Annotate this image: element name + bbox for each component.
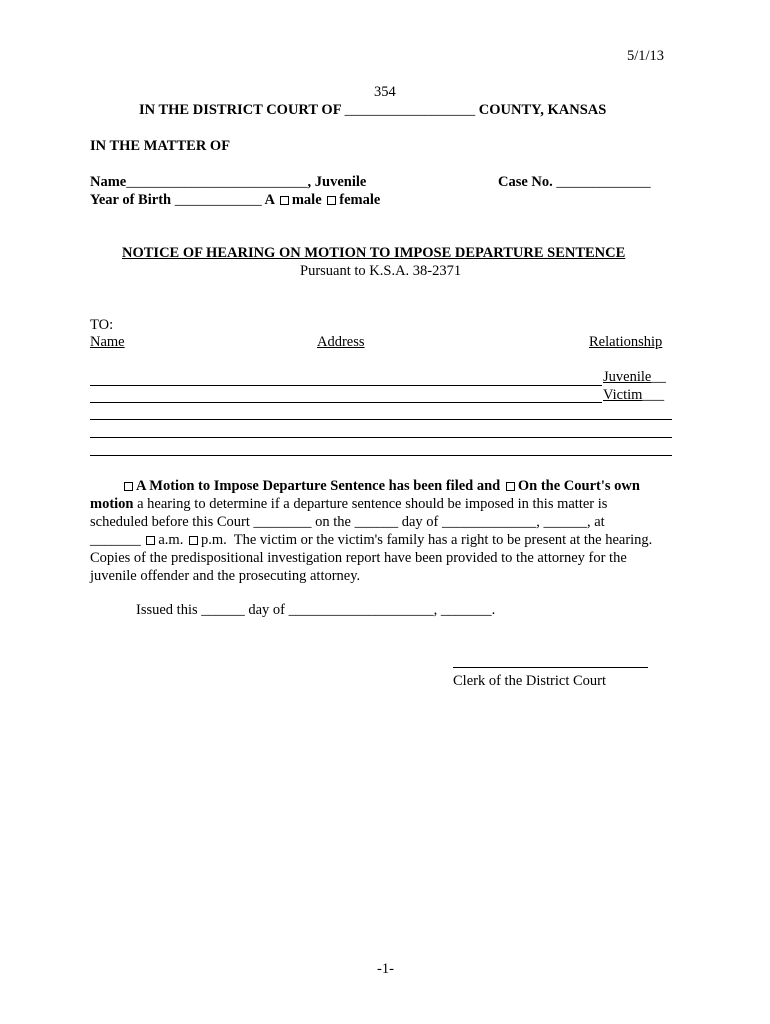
court-heading <box>139 102 606 119</box>
notice-title: NOTICE OF HEARING ON MOTION TO IMPOSE DEPARTURE SENTENCE <box>122 245 626 261</box>
recipient-line-1[interactable] <box>90 385 602 386</box>
body-line-5: Copies of the predispositional investigation report have been provided to the attorney for the <box>90 550 627 566</box>
case-number-line <box>498 174 651 191</box>
recipient-relationship-victim: Victim___ <box>603 387 665 403</box>
court-prefix: IN THE DISTRICT COURT OF <box>139 102 342 118</box>
form-date: 5/1/13 <box>627 48 665 64</box>
body-line-4: _______ a.m. p.m. The victim or the victim's family has a right to be present at the hearing. <box>90 532 653 548</box>
birth-sex-line <box>90 192 380 209</box>
county-blank[interactable]: __________________ <box>344 102 476 118</box>
juvenile-name-line <box>90 174 366 191</box>
name-label: Name <box>90 174 127 190</box>
issued-line: Issued this ______ day of ____________________, _______. <box>136 602 496 618</box>
sex-prefix: A <box>264 192 275 208</box>
column-header-name: Name <box>90 334 125 350</box>
notice-subtitle: Pursuant to K.S.A. 38-2371 <box>300 263 462 279</box>
body-line-3: scheduled before this Court ________ on the ______ day of _____________, ______, at <box>90 514 605 530</box>
recipient-line-3[interactable] <box>90 419 672 420</box>
motion-filed-checkbox[interactable] <box>124 482 133 491</box>
recipient-line-2[interactable] <box>90 402 602 403</box>
recipient-line-5[interactable] <box>90 455 672 456</box>
female-checkbox[interactable] <box>327 196 336 205</box>
male-checkbox[interactable] <box>280 196 289 205</box>
body-line-6: juvenile offender and the prosecuting attorney. <box>90 568 361 584</box>
form-number: 354 <box>374 84 396 100</box>
body-line-2: motion a hearing to determine if a departure sentence should be imposed in this matter is <box>90 496 608 512</box>
yob-blank[interactable]: ____________ <box>174 192 262 208</box>
case-label: Case No. <box>498 174 553 190</box>
recipient-line-4[interactable] <box>90 437 672 438</box>
signature-line[interactable] <box>453 667 648 668</box>
female-label: female <box>339 192 381 208</box>
body-line-1: A Motion to Impose Departure Sentence has been filed and On the Court's own <box>90 477 682 495</box>
to-label: TO: <box>90 317 114 333</box>
am-checkbox[interactable] <box>146 536 155 545</box>
court-suffix: COUNTY, KANSAS <box>478 102 607 118</box>
body-paragraph <box>90 477 682 585</box>
column-header-address: Address <box>317 334 365 350</box>
matter-title: IN THE MATTER OF <box>90 138 231 154</box>
recipient-relationship-juvenile: Juvenile__ <box>603 369 666 385</box>
name-blank[interactable]: _________________________ <box>126 174 308 190</box>
court-own-checkbox[interactable] <box>506 482 515 491</box>
column-header-relationship: Relationship <box>589 334 663 350</box>
pm-checkbox[interactable] <box>189 536 198 545</box>
case-blank[interactable]: _____________ <box>556 174 651 190</box>
juvenile-label: , Juvenile <box>307 174 367 190</box>
page-number: -1- <box>377 961 394 977</box>
yob-label: Year of Birth <box>90 192 172 208</box>
male-label: male <box>291 192 322 208</box>
signature-label: Clerk of the District Court <box>453 673 607 689</box>
